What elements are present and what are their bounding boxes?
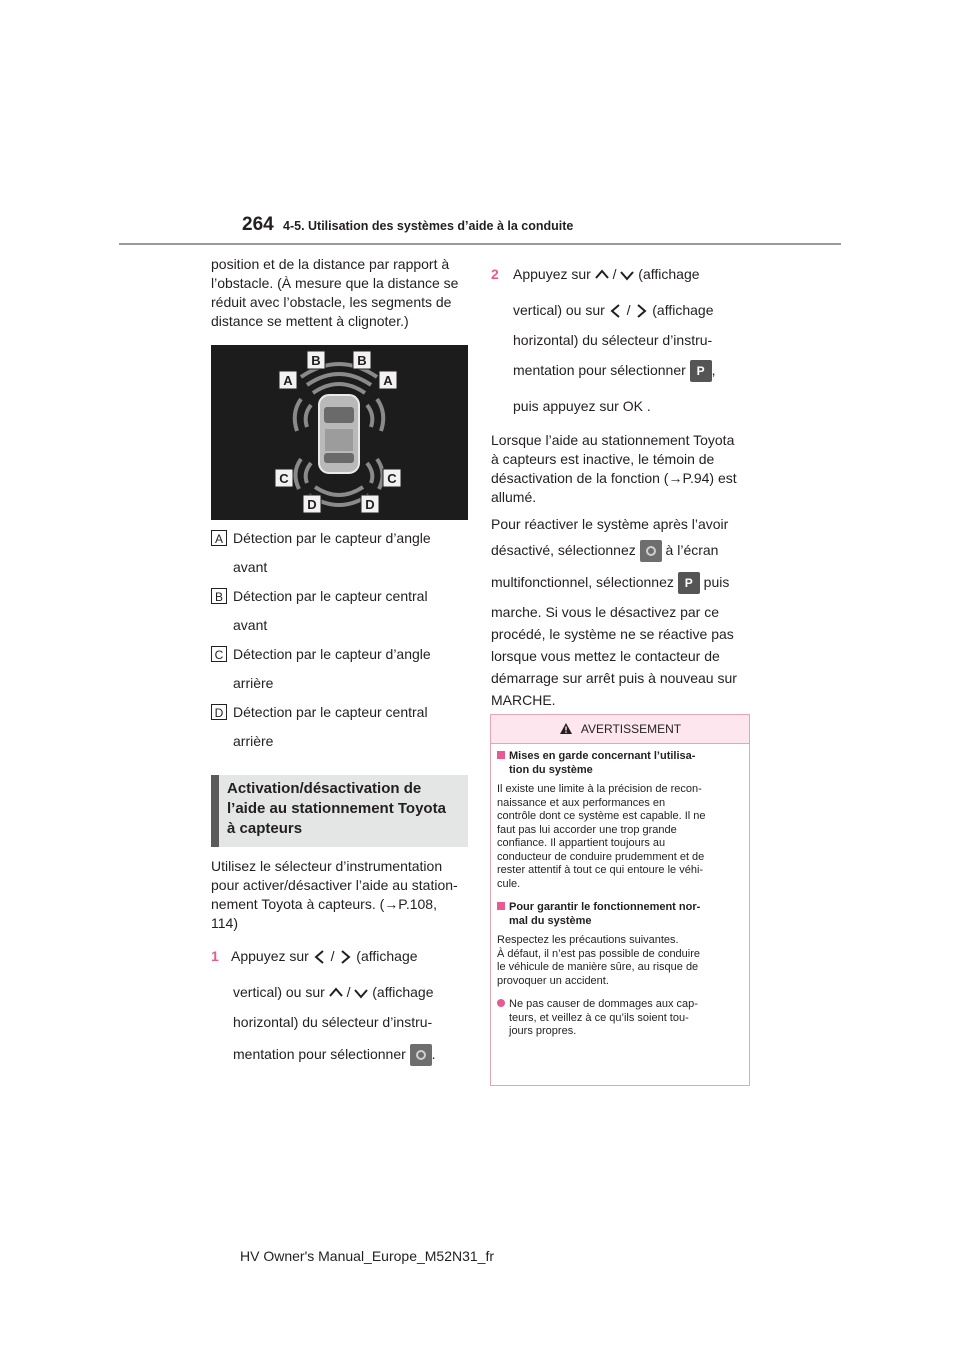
figure-label-b: B: [311, 353, 321, 368]
legend-item: [211, 588, 473, 617]
warning-title: AVERTISSEMENT: [580, 722, 682, 736]
chevron-right-icon: [338, 950, 352, 964]
section-title-line: à capteurs: [227, 820, 303, 837]
warning-bullet: [497, 998, 741, 1012]
section-title-line: Activation/désactivation de: [227, 780, 422, 797]
usage-paragraph: [211, 857, 473, 933]
step-text: .: [646, 398, 651, 414]
sensor-figure: [211, 345, 468, 520]
step-2: [491, 262, 753, 424]
reactivate-line: démarrage sur arrêt puis à nouveau sur: [491, 670, 737, 686]
legend-text: avant: [233, 559, 268, 575]
bullet-dot-icon: [497, 999, 505, 1007]
warning-body: [491, 744, 749, 1039]
reactivate-line: marche. Si vous le désactivez par ce: [491, 604, 719, 620]
chapter-title: 4-5. Utilisation des systèmes d’aide à la conduite: [283, 219, 574, 233]
warning-text: naissance et aux performances en: [497, 796, 666, 809]
reactivate-line: procédé, le système ne se réactive pas: [491, 626, 734, 642]
step-2-line: [491, 298, 753, 328]
warning-heading-text: Pour garantir le fonctionnement nor-: [509, 901, 701, 913]
step-text: (affichage: [372, 984, 434, 1000]
separator: /: [330, 948, 335, 964]
legend-key: D: [211, 704, 227, 720]
step-1-line: [211, 980, 473, 1010]
reactivate-text: multifonctionnel, sélectionnez: [491, 574, 674, 590]
separator: /: [612, 266, 617, 282]
gear-icon: [640, 540, 662, 562]
figure-label-d: D: [307, 497, 317, 512]
step-text: .: [431, 1046, 436, 1062]
chevron-down-icon: [354, 986, 368, 1000]
warning-text: À défaut, il n’est pas possible de conduire: [497, 947, 701, 960]
reactivate-line: Pour réactiver le système après l’avoir: [491, 516, 729, 532]
chevron-left-icon: [609, 304, 623, 318]
step-text: horizontal) du sélecteur d’instru-: [513, 332, 713, 348]
step-text: puis appuyez sur: [513, 398, 619, 414]
figure-label-b: B: [357, 353, 367, 368]
parking-sensor-icon: P: [678, 572, 700, 594]
legend-text: avant: [233, 617, 268, 633]
step-text: mentation pour sélectionner: [233, 1046, 406, 1062]
section-heading: [211, 775, 468, 847]
intro-line: l’obstacle. (À mesure que la distance se: [211, 275, 459, 291]
step-text: ,: [711, 362, 716, 378]
bullet-square-icon: [497, 902, 505, 910]
warning-text: Ne pas causer de dommages aux cap-: [509, 998, 698, 1010]
step-text: Appuyez sur: [231, 948, 309, 964]
step-1-line: [211, 1042, 473, 1072]
legend-text: Détection par le capteur d’angle: [233, 530, 431, 546]
reactivate-paragraph: [491, 512, 753, 710]
usage-line: pour activer/désactiver l’aide au station-: [211, 877, 458, 893]
legend-text: arrière: [233, 675, 274, 691]
step-text: vertical) ou sur: [513, 302, 605, 318]
step-1: [211, 944, 473, 1072]
step-2-line: [491, 394, 753, 424]
legend-text: Détection par le capteur d’angle: [233, 646, 431, 662]
chevron-up-icon: [595, 268, 609, 282]
warning-text: rester attentif à tout ce qui entoure le véhi-: [497, 864, 704, 876]
ok-button-icon: OK: [622, 398, 643, 414]
section-title-line: l’aide au stationnement Toyota: [227, 800, 446, 817]
legend-item: [211, 704, 473, 733]
chevron-left-icon: [313, 950, 327, 964]
inactive-line: à capteurs est inactive, le témoin de: [491, 451, 715, 467]
legend-text: Détection par le capteur central: [233, 704, 428, 720]
reactivate-line: lorsque vous mettez le contacteur de: [491, 648, 720, 664]
warning-text: le véhicule de manière sûre, au risque de: [497, 961, 699, 973]
sensor-diagram: [211, 345, 468, 520]
legend-key: A: [211, 530, 227, 546]
warning-box: [490, 714, 750, 1086]
step-text: (affichage: [652, 302, 714, 318]
page-number: 264: [242, 214, 274, 235]
inactive-line: Lorsque l’aide au stationnement Toyota: [491, 432, 735, 448]
usage-line: nement Toyota à capteurs. (→P.108,: [211, 896, 437, 912]
legend-item: [211, 646, 473, 675]
step-text: vertical) ou sur: [233, 984, 325, 1000]
legend-item: [211, 530, 473, 559]
step-1-line: [211, 944, 473, 980]
warning-text: Il existe une limite à la précision de recon-: [497, 783, 702, 795]
footer: HV Owner's Manual_Europe_M52N31_fr: [240, 1248, 495, 1264]
usage-line: Utilisez le sélecteur d’instrumentation: [211, 858, 443, 874]
separator: /: [346, 984, 351, 1000]
legend-key: B: [211, 588, 227, 604]
warning-header: [491, 715, 749, 744]
warning-text: teurs, et veillez à ce qu’ils soient tou-: [509, 1011, 689, 1024]
bullet-square-icon: [497, 751, 505, 759]
legend-text: arrière: [233, 733, 274, 749]
intro-line: distance se mettent à clignoter.): [211, 313, 409, 329]
warning-heading-text: Mises en garde concernant l’utilisa-: [509, 750, 696, 762]
warning-heading-text: mal du système: [509, 914, 592, 927]
warning-text: faut pas lui accorder une trop grande: [497, 823, 677, 836]
warning-text: Respectez les précautions suivantes.: [497, 934, 679, 946]
warning-heading-2: [497, 901, 741, 915]
step-text: (affichage: [638, 266, 700, 282]
figure-label-a: A: [383, 373, 393, 388]
inactive-line: désactivation de la fonction (→P.94) est: [491, 470, 737, 486]
step-text: Appuyez sur: [513, 266, 591, 282]
legend-text: Détection par le capteur central: [233, 588, 428, 604]
figure-legend: [211, 530, 473, 762]
step-text: (affichage: [356, 948, 418, 964]
reactivate-line: MARCHE.: [491, 692, 556, 708]
warning-text: cule.: [497, 877, 521, 890]
reactivate-line: [491, 570, 753, 600]
header-rule: [119, 243, 841, 245]
chevron-right-icon: [634, 304, 648, 318]
intro-paragraph: [211, 255, 471, 331]
warning-heading-text: tion du système: [509, 763, 593, 776]
warning-text: confiance. Il appartient toujours au: [497, 837, 666, 849]
step-text: mentation pour sélectionner: [513, 362, 686, 378]
warning-text: contrôle dont ce système est capable. Il ne: [497, 810, 706, 822]
parking-sensor-icon: P: [690, 360, 712, 382]
figure-label-c: C: [279, 471, 289, 486]
warning-text: jours propres.: [509, 1025, 577, 1037]
legend-key: C: [211, 646, 227, 662]
chevron-up-icon: [329, 986, 343, 1000]
reactivate-text: puis: [703, 574, 730, 590]
step-2-line: [491, 358, 753, 394]
figure-label-c: C: [387, 471, 397, 486]
inactive-line: allumé.: [491, 489, 537, 505]
intro-line: réduit avec l’obstacle, les segments de: [211, 294, 452, 310]
figure-label-d: D: [365, 497, 375, 512]
separator: /: [626, 302, 631, 318]
warning-triangle-icon: [559, 722, 573, 735]
step-number: 1: [211, 948, 219, 964]
warning-heading-1: [497, 750, 741, 764]
reactivate-text: désactivé, sélectionnez: [491, 542, 636, 558]
reactivate-line: [491, 538, 753, 570]
usage-line: 114): [211, 915, 238, 931]
step-number: 2: [491, 266, 499, 282]
reactivate-text: à l’écran: [665, 542, 719, 558]
figure-label-a: A: [283, 373, 293, 388]
intro-line: position et de la distance par rapport à: [211, 256, 450, 272]
warning-text: conducteur de conduire prudemment et de: [497, 850, 705, 863]
chevron-down-icon: [620, 268, 634, 282]
step-2-line: [491, 262, 753, 298]
gear-icon: [410, 1044, 432, 1066]
warning-text: provoquer un accident.: [497, 974, 609, 987]
step-text: horizontal) du sélecteur d’instru-: [233, 1014, 433, 1030]
inactive-paragraph: [491, 431, 753, 507]
